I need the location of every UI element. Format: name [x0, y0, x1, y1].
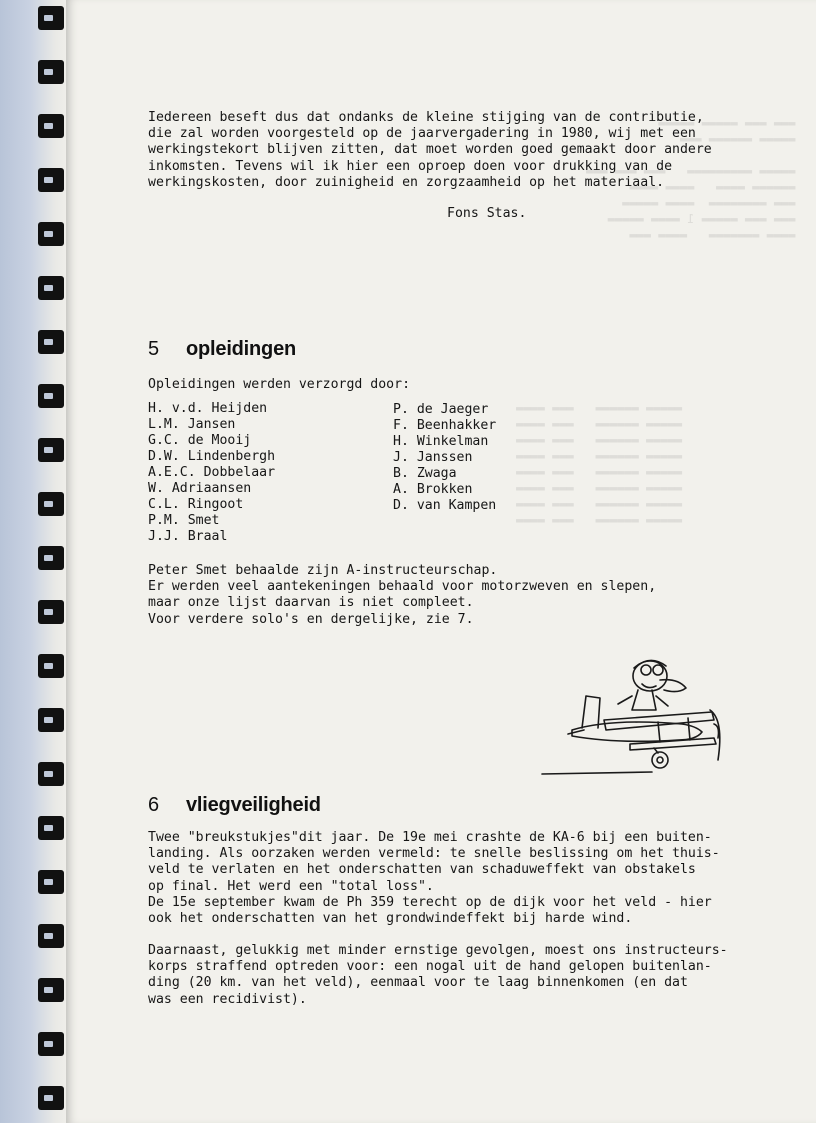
section-5-heading	[148, 338, 296, 361]
binding-ring	[38, 276, 64, 300]
binding-ring	[38, 1086, 64, 1110]
binding-ring	[38, 978, 64, 1002]
instructor-name: P. de Jaeger	[393, 402, 489, 417]
spiral-binding	[0, 0, 70, 1123]
section-6-heading	[148, 794, 321, 817]
instructor-name: W. Adriaansen	[148, 481, 252, 496]
binding-ring	[38, 924, 64, 948]
binding-ring	[38, 1032, 64, 1056]
instructor-list-right	[393, 402, 496, 514]
section-number: 6	[148, 794, 159, 816]
binding-ring	[38, 762, 64, 786]
signature: Fons Stas.	[447, 206, 527, 221]
binding-ring	[38, 492, 64, 516]
instructor-name: A. Brokken	[393, 482, 473, 497]
instructor-name: D.W. Lindenbergh	[148, 449, 276, 464]
binding-ring	[38, 330, 64, 354]
section-title: vliegveiligheid	[186, 794, 321, 816]
binding-ring	[38, 816, 64, 840]
binding-ring	[38, 60, 64, 84]
section-6-paragraph-2: Daarnaast, gelukkig met minder ernstige gevolgen, moest ons instructeurs- korps straffend optreden voor: een nogal uit de hand gelopen buitenlan- ding (20 km. van het veld), eenmaal voor te laag binnenkomen (en dat was een recidivist).	[148, 943, 728, 1007]
binding-ring	[38, 438, 64, 462]
cartoon-pilot-biplane-icon	[538, 650, 730, 780]
binding-ring	[38, 600, 64, 624]
binding-ring	[38, 708, 64, 732]
instructor-name: F. Beenhakker	[393, 418, 497, 433]
instructor-name: G.C. de Mooij	[148, 433, 252, 448]
instructor-name: L.M. Jansen	[148, 417, 236, 432]
section-title: opleidingen	[186, 338, 297, 360]
instructor-name: B. Zwaga	[393, 466, 457, 481]
binding-ring	[38, 654, 64, 678]
instructor-name: A.E.C. Dobbelaar	[148, 465, 276, 480]
binding-ring	[38, 114, 64, 138]
section-number: 5	[148, 338, 159, 360]
instructor-name: H. Winkelman	[393, 434, 489, 449]
instructor-name: D. van Kampen	[393, 498, 497, 513]
section-5-lead: Opleidingen werden verzorgd door:	[148, 377, 411, 392]
section-6-paragraph-1: Twee "breukstukjes"dit jaar. De 19e mei crashte de KA-6 bij een buiten- landing. Als oorzaken werden vermeld: te snelle beslissing om het thuis- veld te verlaten en het onderschatten van schaduweffekt van obstakels op final. Het werd een "total loss". De 15e september kwam de Ph 359 terecht op de dijk voor het veld - hier ook het onderschatten van het grondwindeffekt bij harde wind.	[148, 830, 720, 927]
section-5-closing: Peter Smet behaalde zijn A-instructeurschap. Er werden veel aantekeningen behaald voor motorzweven en slepen, maar onze lijst daarvan is niet compleet. Voor verdere solo's en dergelijke, zie 7.	[148, 563, 657, 627]
instructor-name: J.J. Braal	[148, 529, 228, 544]
binding-ring	[38, 384, 64, 408]
instructor-list-left	[148, 401, 275, 545]
bleed-through-text: ▬▬▬ ▬▬▬ ▬▬▬▬▬ ▬▬▬▬▬ ▬▬▬▬▬ ▬▬▬▬▬▬ ▬▬▬ ▬▬▬▬▬ ▬▬▬▬▬▬▬▬▬ ▬▬▬ ▬▬▬ ▬▬▬ ▬▬▬▬▬▬ ▬▬▬▬ ▬▬▬▬ ▬▬▬▬ ▬▬▬ ▬▬▬▬▬▬▬▬ ▬▬▬▬ ▬▬▬▬▬ ▬▬▬ ▬▬▬ ▬▬▬▬▬ 1 ▬▬▬▬ ▬▬▬▬▬ ▬▬▬▬ ▬▬▬▬▬▬▬ ▬▬▬▬ ▬▬▬	[586, 116, 796, 242]
binding-ring	[38, 546, 64, 570]
instructor-name: P.M. Smet	[148, 513, 220, 528]
binding-ring	[38, 6, 64, 30]
binding-ring	[38, 222, 64, 246]
instructor-name: C.L. Ringoot	[148, 497, 244, 512]
bleed-through-text: ▬▬▬▬▬ ▬▬▬▬▬▬ ▬▬▬ ▬▬▬▬ ▬▬▬▬▬ ▬▬▬▬▬▬ ▬▬▬ ▬▬▬▬ ▬▬▬▬▬ ▬▬▬▬▬▬ ▬▬▬ ▬▬▬▬ ▬▬▬▬▬ ▬▬▬▬▬▬ ▬▬▬ ▬▬▬▬ ▬▬▬▬▬ ▬▬▬▬▬▬ ▬▬▬ ▬▬▬▬ ▬▬▬▬▬ ▬▬▬▬▬▬ ▬▬▬ ▬▬▬▬ ▬▬▬▬▬ ▬▬▬▬▬▬ ▬▬▬ ▬▬▬▬ ▬▬▬▬▬ ▬▬▬▬▬▬ ▬▬▬ ▬▬▬▬	[516, 401, 683, 527]
instructor-name: H. v.d. Heijden	[148, 401, 268, 416]
binding-ring	[38, 870, 64, 894]
intro-paragraph: Iedereen beseft dus dat ondanks de kleine stijging van de contributie, die zal worden voorgesteld op de jaarvergadering in 1980, wij met een werkingstekort blijven zitten, dat moet worden goed gemaakt door andere inkomsten. Tevens wil ik hier een oproep doen voor drukking van de werkingskosten, door zuinigheid en zorgzaamheid op het materiaal.	[148, 110, 712, 190]
instructor-name: J. Janssen	[393, 450, 473, 465]
binding-ring	[38, 168, 64, 192]
